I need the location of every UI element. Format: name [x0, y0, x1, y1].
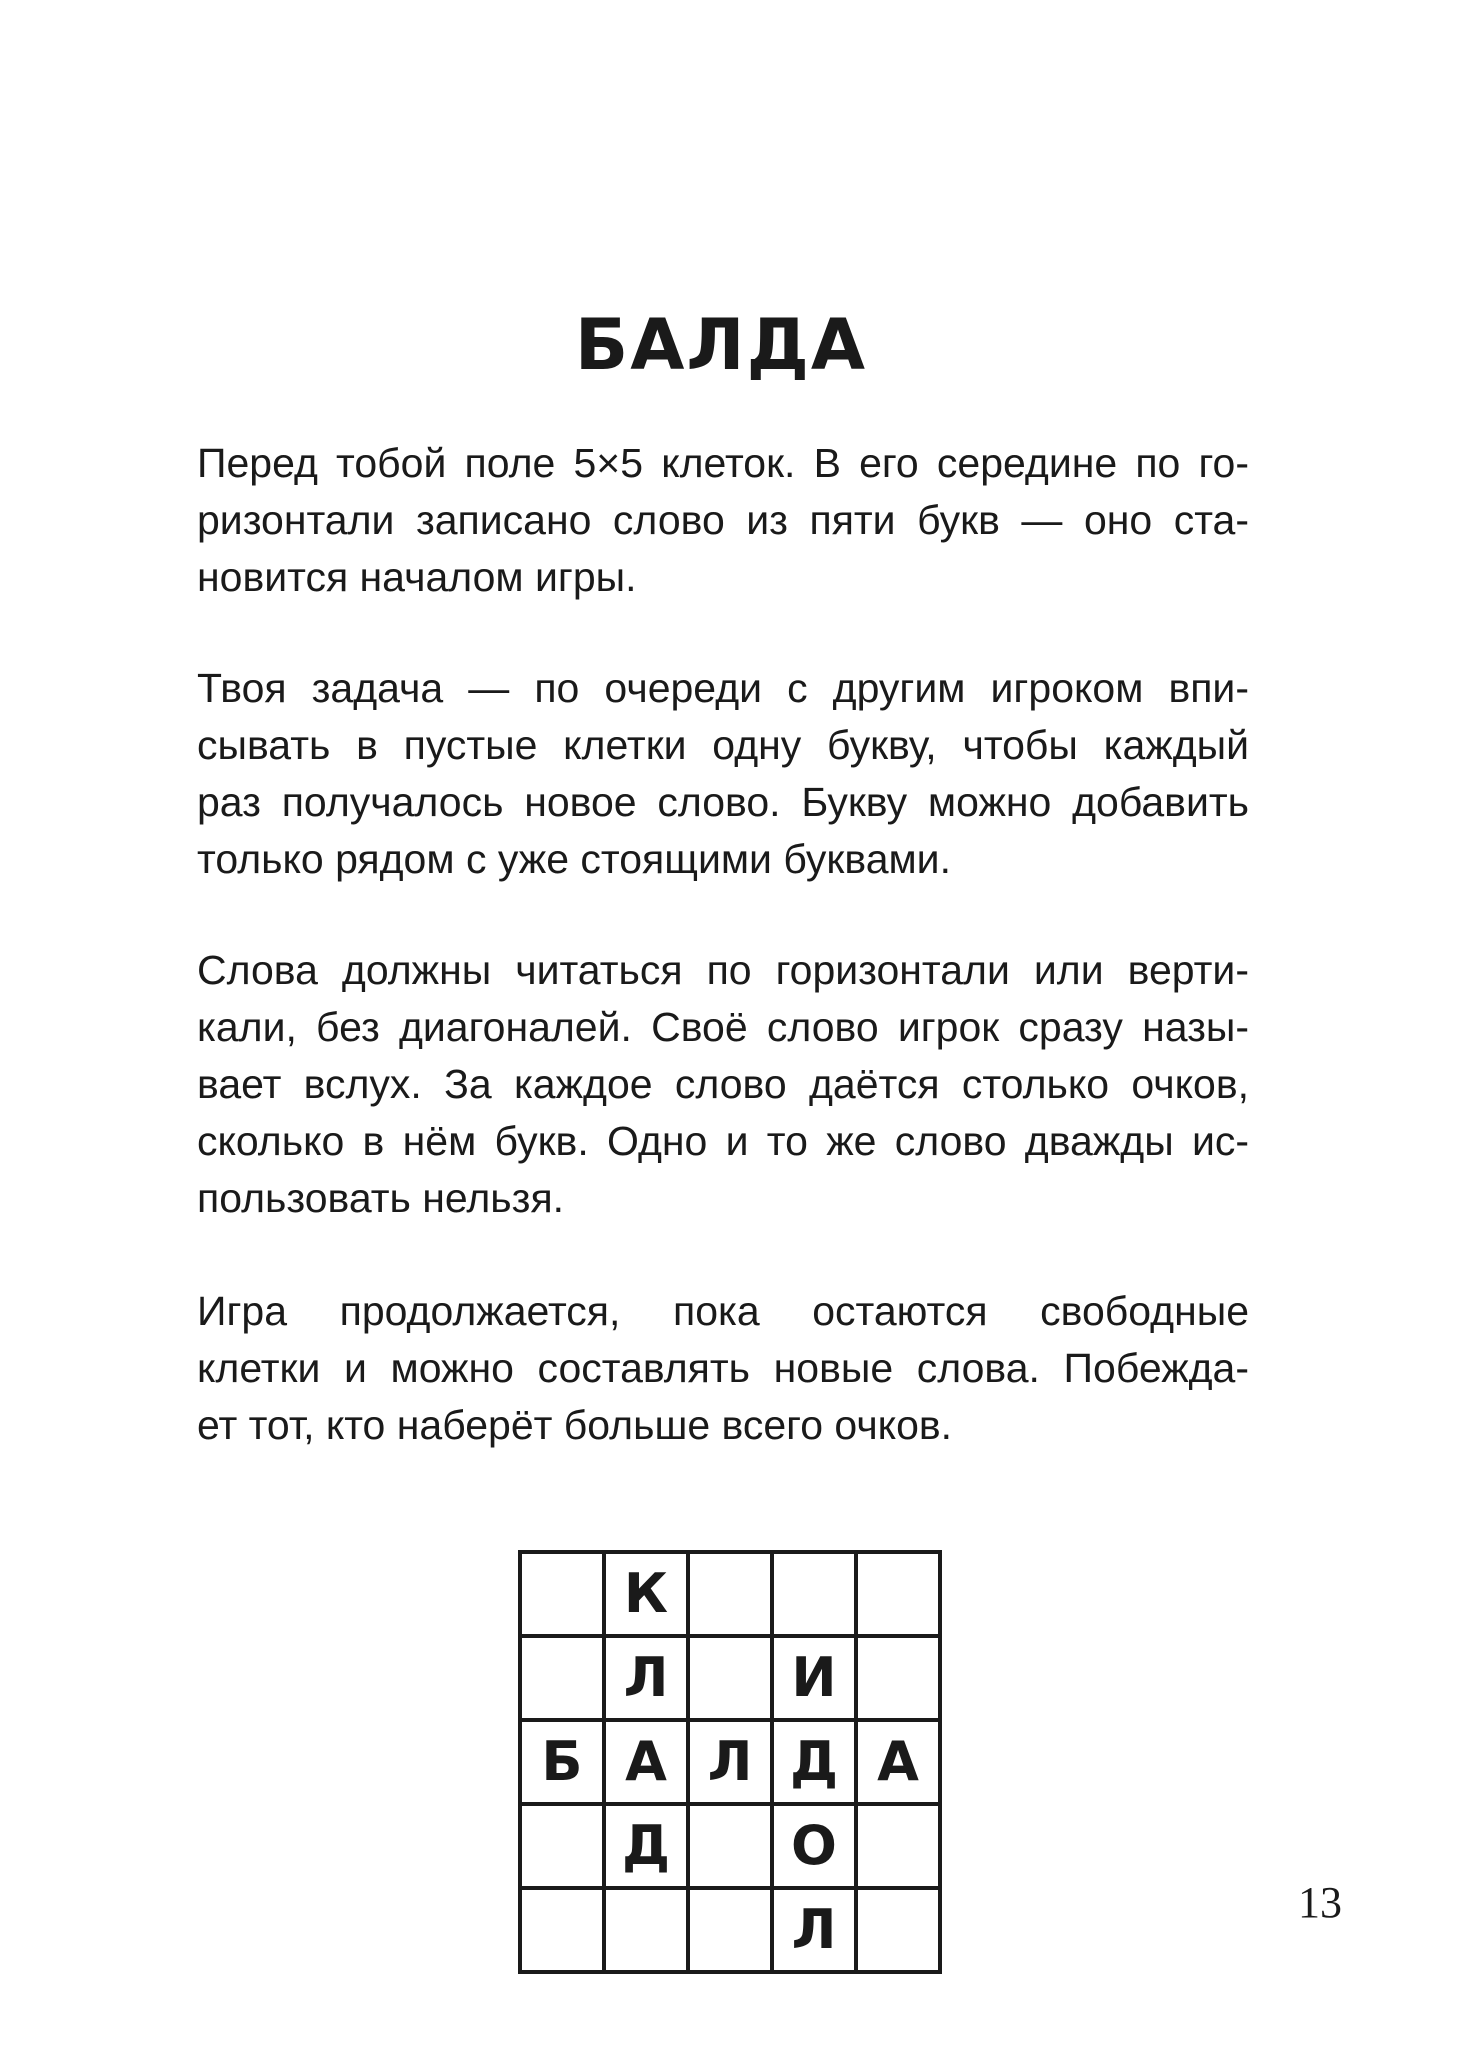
- paragraph-task: [197, 660, 1249, 888]
- text-line: Твоя задача — по очереди с другим игроком впи-: [197, 665, 1249, 711]
- grid-cell[interactable]: О: [772, 1804, 856, 1888]
- grid-cell[interactable]: [688, 1552, 772, 1636]
- grid-row: [520, 1552, 940, 1636]
- grid-row: [520, 1888, 940, 1972]
- grid-cell[interactable]: [520, 1888, 604, 1972]
- grid-cell[interactable]: [856, 1888, 940, 1972]
- grid-cell[interactable]: Л: [604, 1636, 688, 1720]
- page-number: 13: [1298, 1878, 1342, 1927]
- grid-row: [520, 1636, 940, 1720]
- grid-row: [520, 1720, 940, 1804]
- text-line: вает вслух. За каждое слово даётся столько очков,: [197, 1061, 1249, 1107]
- text-line: новится началом игры.: [197, 554, 637, 600]
- text-line: Перед тобой поле 5×5 клеток. В его середине по го-: [197, 440, 1249, 486]
- grid-cell[interactable]: [688, 1636, 772, 1720]
- grid-cell[interactable]: [688, 1804, 772, 1888]
- grid-cell[interactable]: Д: [772, 1720, 856, 1804]
- grid-cell[interactable]: А: [856, 1720, 940, 1804]
- grid-cell[interactable]: [688, 1888, 772, 1972]
- paragraph-rules: [197, 942, 1249, 1227]
- grid-cell[interactable]: Б: [520, 1720, 604, 1804]
- text-line: Слова должны читаться по горизонтали или верти-: [197, 947, 1249, 993]
- grid-cell[interactable]: [856, 1552, 940, 1636]
- grid-cell[interactable]: И: [772, 1636, 856, 1720]
- grid-cell[interactable]: Д: [604, 1804, 688, 1888]
- text-line: только рядом с уже стоящими буквами.: [197, 836, 951, 882]
- game-grid: [518, 1550, 942, 1974]
- paragraph-ending: [197, 1283, 1249, 1454]
- text-line: раз получалось новое слово. Букву можно добавить: [197, 779, 1249, 825]
- text-line: сколько в нём букв. Одно и то же слово дважды ис-: [197, 1118, 1249, 1164]
- grid-cell[interactable]: К: [604, 1552, 688, 1636]
- grid-cell[interactable]: Л: [772, 1888, 856, 1972]
- text-line: клетки и можно составлять новые слова. Побежда-: [197, 1345, 1249, 1391]
- grid-cell[interactable]: [604, 1888, 688, 1972]
- grid-cell[interactable]: [856, 1636, 940, 1720]
- grid-cell[interactable]: [856, 1804, 940, 1888]
- text-line: ризонтали записано слово из пяти букв — оно ста-: [197, 497, 1249, 543]
- grid-cell[interactable]: А: [604, 1720, 688, 1804]
- text-line: кали, без диагоналей. Своё слово игрок сразу назы-: [197, 1004, 1249, 1050]
- page-title: БАЛДА: [574, 304, 868, 386]
- text-line: ет тот, кто наберёт больше всего очков.: [197, 1402, 953, 1448]
- grid-cell[interactable]: [772, 1552, 856, 1636]
- text-line: Игра продолжается, пока остаются свободные: [197, 1288, 1249, 1334]
- grid-cell[interactable]: [520, 1804, 604, 1888]
- text-line: сывать в пустые клетки одну букву, чтобы каждый: [197, 722, 1249, 768]
- grid-cell[interactable]: [520, 1636, 604, 1720]
- paragraph-intro: [197, 435, 1249, 606]
- text-line: пользовать нельзя.: [197, 1175, 565, 1221]
- grid-cell[interactable]: Л: [688, 1720, 772, 1804]
- grid-cell[interactable]: [520, 1552, 604, 1636]
- grid-row: [520, 1804, 940, 1888]
